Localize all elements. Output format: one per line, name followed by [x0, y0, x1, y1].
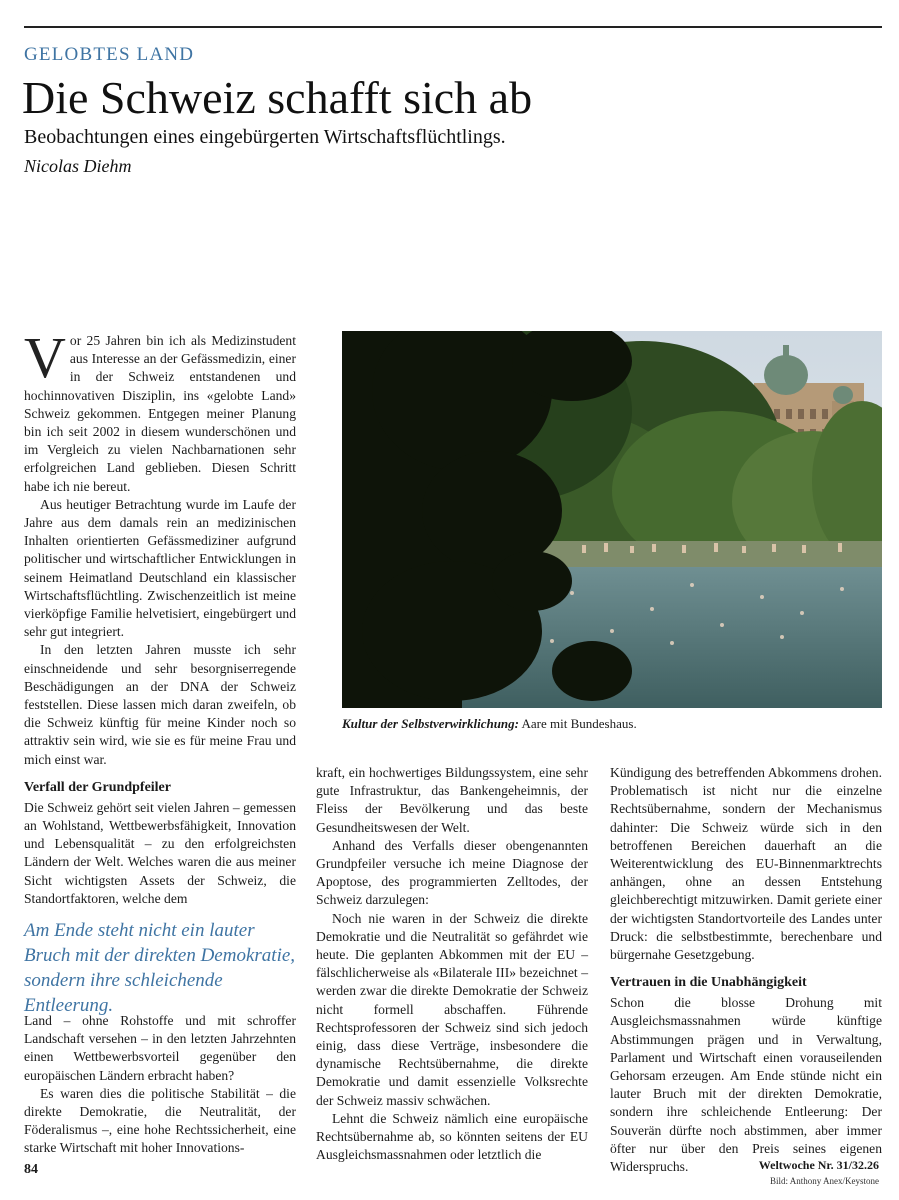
paragraph-1 [24, 325, 296, 496]
paragraph-6: Es waren dies die politische Stabilität – die direkte Demokratie, die Neutralität, der Föderalismus –, eine hohe Rechtssicherheit, eine starke Wirtschaft mit hoher Innovations- [24, 1085, 296, 1156]
column-2 [316, 764, 588, 1164]
page-number: 84 [24, 1162, 38, 1177]
subheading-1: Verfall der Grundpfeiler [24, 779, 171, 795]
page-title: Die Schweiz schafft sich ab [22, 72, 533, 123]
paragraph-3: In den letzten Jahren musste ich sehr einschneidende und sehr besorgniserregende Beschädigungen an der DNA der Schweiz feststellen. Diese lassen mich daran zweifeln, ob die Schweiz künftig für meine Kinder noch so attraktiv sein wird, wie sie es für meine Frau und mich einst war. [24, 642, 296, 767]
top-rule [24, 26, 882, 28]
caption-text: Aare mit Bundeshaus. [518, 716, 637, 731]
author-byline: Nicolas Diehm [24, 156, 132, 176]
paragraph-1-text: or 25 Jahren bin ich als Medizinstudent aus Interesse an der Gefässmedizin, einer in der Schweiz entstandenen und hochinnovativen Disziplin, ins «gelobte Land» Schweiz gekommen. Entgegen meiner Planung bin ich seit 2002 in diesem wunderschönen und im Vergleich zu vielen Nachbarnationen sehr erfolgreichen Land geblieben. Diesen Schritt habe ich nie bereut. [24, 333, 296, 494]
issue-label: Weltwoche Nr. 31/32.26 [758, 1158, 879, 1172]
article-photo [342, 331, 882, 708]
paragraph-2: Aus heutiger Betrachtung wurde im Laufe der Jahre aus dem damals rein an medizinischen Inhalten orientierten Gefässmediziner aufgrund politischer und wirtschaftlicher Entwicklungen in seinem Heimatland Deutschland ein klassischer Wirtschaftsflüchtling. Zwischenzeitlich ist meine vierköpfige Familie helvetisiert, eingebürgert und sehr gut integriert. [24, 496, 296, 640]
column-1 [24, 325, 296, 908]
paragraph-12: Schon die blosse Drohung mit Ausgleichsmassnahmen würde künftige Abstimmungen prägen und in Verwaltung, Parlament und Wirtschaft einen vorauseilenden Gehorsam erzeugen. Am Ende stünde nicht ein lauter Bruch mit der direkten Demokratie, sondern ihre schleichende Entleerung: Der Souverän dürfte noch abstimmen, aber immer öfter nur über den Preis seines eigenen Widerspruchs. [610, 995, 882, 1175]
subheading-2: Vertrauen in die Unabhängigkeit [610, 975, 807, 991]
paragraph-5: Land – ohne Rohstoffe und mit schroffer Landschaft versehen – in den letzten Jahrzehnten einen Wettbewerbsvorteil gegenüber den europäischen Ländern erbracht haben? [24, 1013, 296, 1083]
pull-quote: Am Ende steht nicht ein lauter Bruch mit der direkten Demokratie, sondern ihre schleichende Entleerung. [24, 920, 296, 1016]
paragraph-10: Lehnt die Schweiz nämlich eine europäische Rechtsübernahme ab, so könnten seitens der EU Ausgleichsmassnahmen oder letztlich die [316, 1110, 588, 1163]
kicker: GELOBTES LAND [24, 44, 195, 65]
drop-cap: V [24, 325, 66, 390]
photo-caption [342, 716, 637, 732]
caption-label: Kultur der Selbstverwirklichung: [342, 716, 519, 731]
paragraph-9: Noch nie waren in der Schweiz die direkte Demokratie und die Neutralität so gefährdet wie heute. Die geplanten Abkommen mit der EU – fälschlicherweise als «Bilaterale III» bezeichnet – werden zwar die direkte Demokratie der Schweiz nicht formell abschaffen. Führende Rechtsprofessoren der Schweiz sind sich jedoch einig, dass diese Verträge, insbesondere die dynamische Rechtsübernahme, die direkte Demokratie und damit essenzielle Volksrechte der Schweiz massiv schwächen. [316, 910, 588, 1108]
column-3 [610, 764, 882, 1176]
subtitle: Beobachtungen eines eingebürgerten Wirtschaftsflüchtlings. [24, 126, 506, 148]
paragraph-8: Anhand des Verfalls dieser obengenannten Grundpfeiler versuche ich meine Diagnose der Apoptose, des programmierten Zelltodes, der Schweiz darzulegen: [316, 837, 588, 908]
paragraph-11: Kündigung des betreffenden Abkommens drohen. Problematisch ist nicht nur die einzelne Rechtsübernahme, sondern der Mechanismus dahinter: Die Schweiz würde sich in den betroffenen Bereichen dauerhaft an die Weiterentwicklung des EU-Binnenmarktrechts anhängen, ohne an dessen Entstehung gleichberechtigt mitzuwirken. Damit geriete einer der wichtigsten Standortvorteile des Landes unter Druck: die selbstbestimmte, berechenbare und bürgernahe Gesetzgebung. [610, 765, 882, 963]
paragraph-7: kraft, ein hochwertiges Bildungssystem, eine sehr gute Infrastruktur, das Bankengeheimnis, der Fleiss der Bevölkerung und das beste Gesundheitswesen der Welt. [316, 765, 588, 835]
paragraph-4: Die Schweiz gehört seit vielen Jahren – gemessen an Wohlstand, Wettbewerbsfähigkeit, Innovation und Lebensqualität – zu den erfolgreichsten Ländern der Welt. Welches waren die aus meiner Sicht wichtigsten Assets der Schweiz, die Standortfaktoren, welche dem [24, 799, 296, 906]
column-1-bottom [24, 1012, 296, 1158]
aare-bundeshaus-photo [342, 331, 882, 708]
photo-credit: Bild: Anthony Anex/Keystone [770, 1176, 879, 1186]
